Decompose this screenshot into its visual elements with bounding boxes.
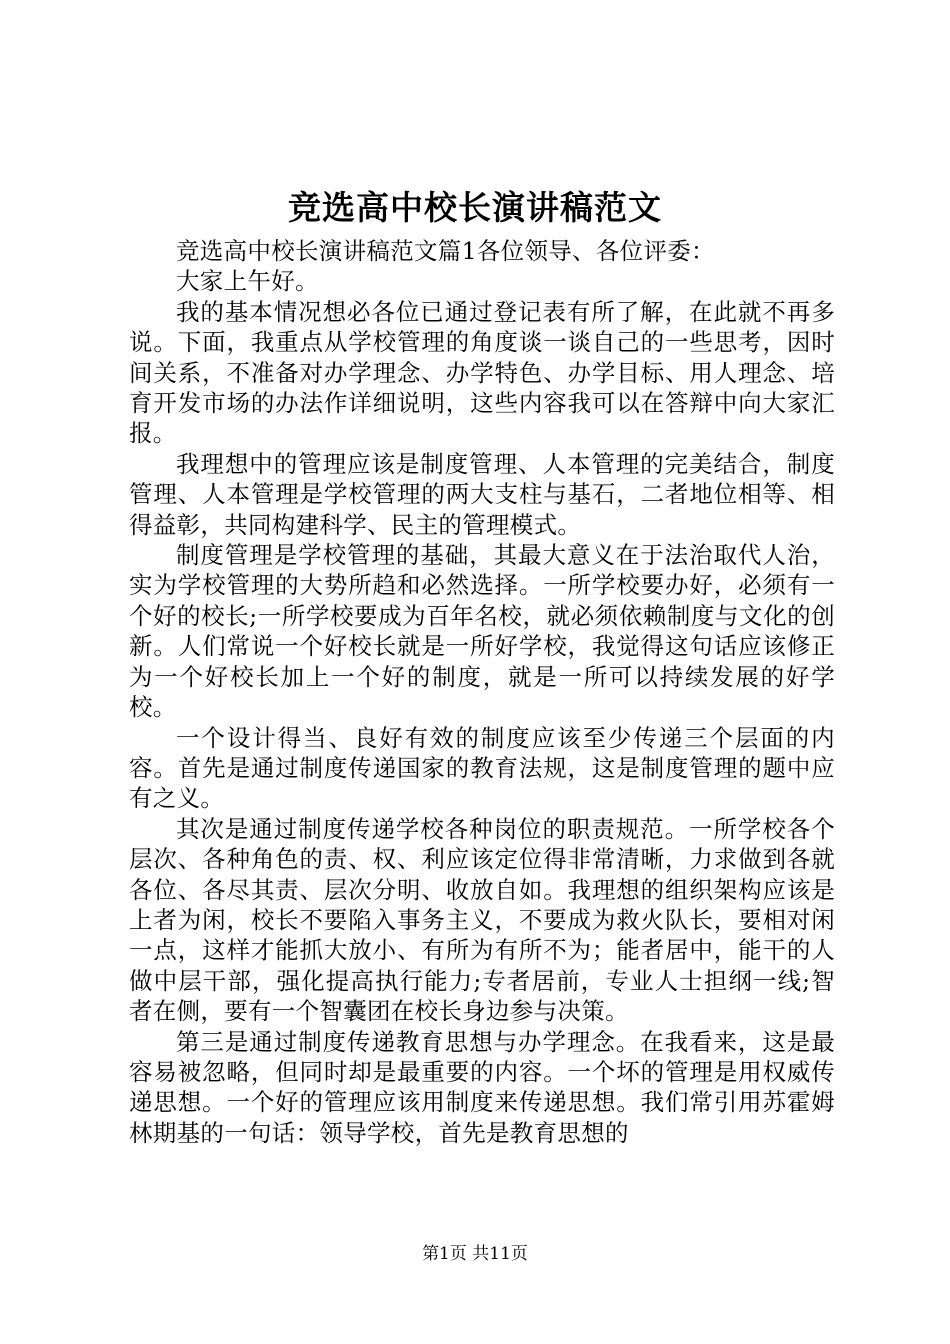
page-number-footer: 第1页 共11页 (422, 1244, 528, 1264)
paragraph: 我的基本情况想必各位已通过登记表有所了解，在此就不再多说。下面，我重点从学校管理的角度谈一谈自己的一些思考，因时间关系，不准备对办学理念、办学特色、办学目标、用人理念、培育开发市场的办法作详细说明，这些内容我可以在答辩中向大家汇报。 (129, 297, 835, 448)
document-body (129, 236, 835, 1148)
paragraph: 第三是通过制度传递教育思想与办学理念。在我看来，这是最容易被忽略，但同时却是最重要的内容。一个坏的管理是用权威传递思想。一个好的管理应该用制度来传递思想。我们常引用苏霍姆林期基的一句话：领导学校，首先是教育思想的 (129, 1027, 835, 1147)
paragraph: 大家上午好。 (176, 267, 319, 296)
paragraph: 制度管理是学校管理的基础，其最大意义在于法治取代人治，实为学校管理的大势所趋和必然选择。一所学校要办好，必须有一个好的校长;一所学校要成为百年名校，就必须依赖制度与文化的创新。人们常说一个好校长就是一所好学校，我觉得这句话应该修正为一个好校长加上一个好的制度，就是一所可以持续发展的好学校。 (129, 541, 835, 722)
paragraph: 一个设计得当、良好有效的制度应该至少传递三个层面的内容。首先是通过制度传递国家的教育法规，这是制度管理的题中应有之义。 (129, 723, 835, 813)
document-title: 竞选高中校长演讲稿范文 (288, 188, 662, 227)
paragraph: 其次是通过制度传递学校各种岗位的职责规范。一所学校各个层次、各种角色的责、权、利应该定位得非常清晰，力求做到各就各位、各尽其责、层次分明、收放自如。我理想的组织架构应该是上者为闲，校长不要陷入事务主义，不要成为救火队长，要相对闲一点，这样才能抓大放小、有所为有所不为；能者居中，能干的人做中层干部，强化提高执行能力;专者居前，专业人士担纲一线;智者在侧，要有一个智囊团在校长身边参与决策。 (129, 814, 835, 1026)
paragraph: 我理想中的管理应该是制度管理、人本管理的完美结合，制度管理、人本管理是学校管理的两大支柱与基石，二者地位相等、相得益彰，共同构建科学、民主的管理模式。 (129, 449, 835, 539)
paragraph: 竞选高中校长演讲稿范文篇1各位领导、各位评委： (176, 237, 715, 265)
